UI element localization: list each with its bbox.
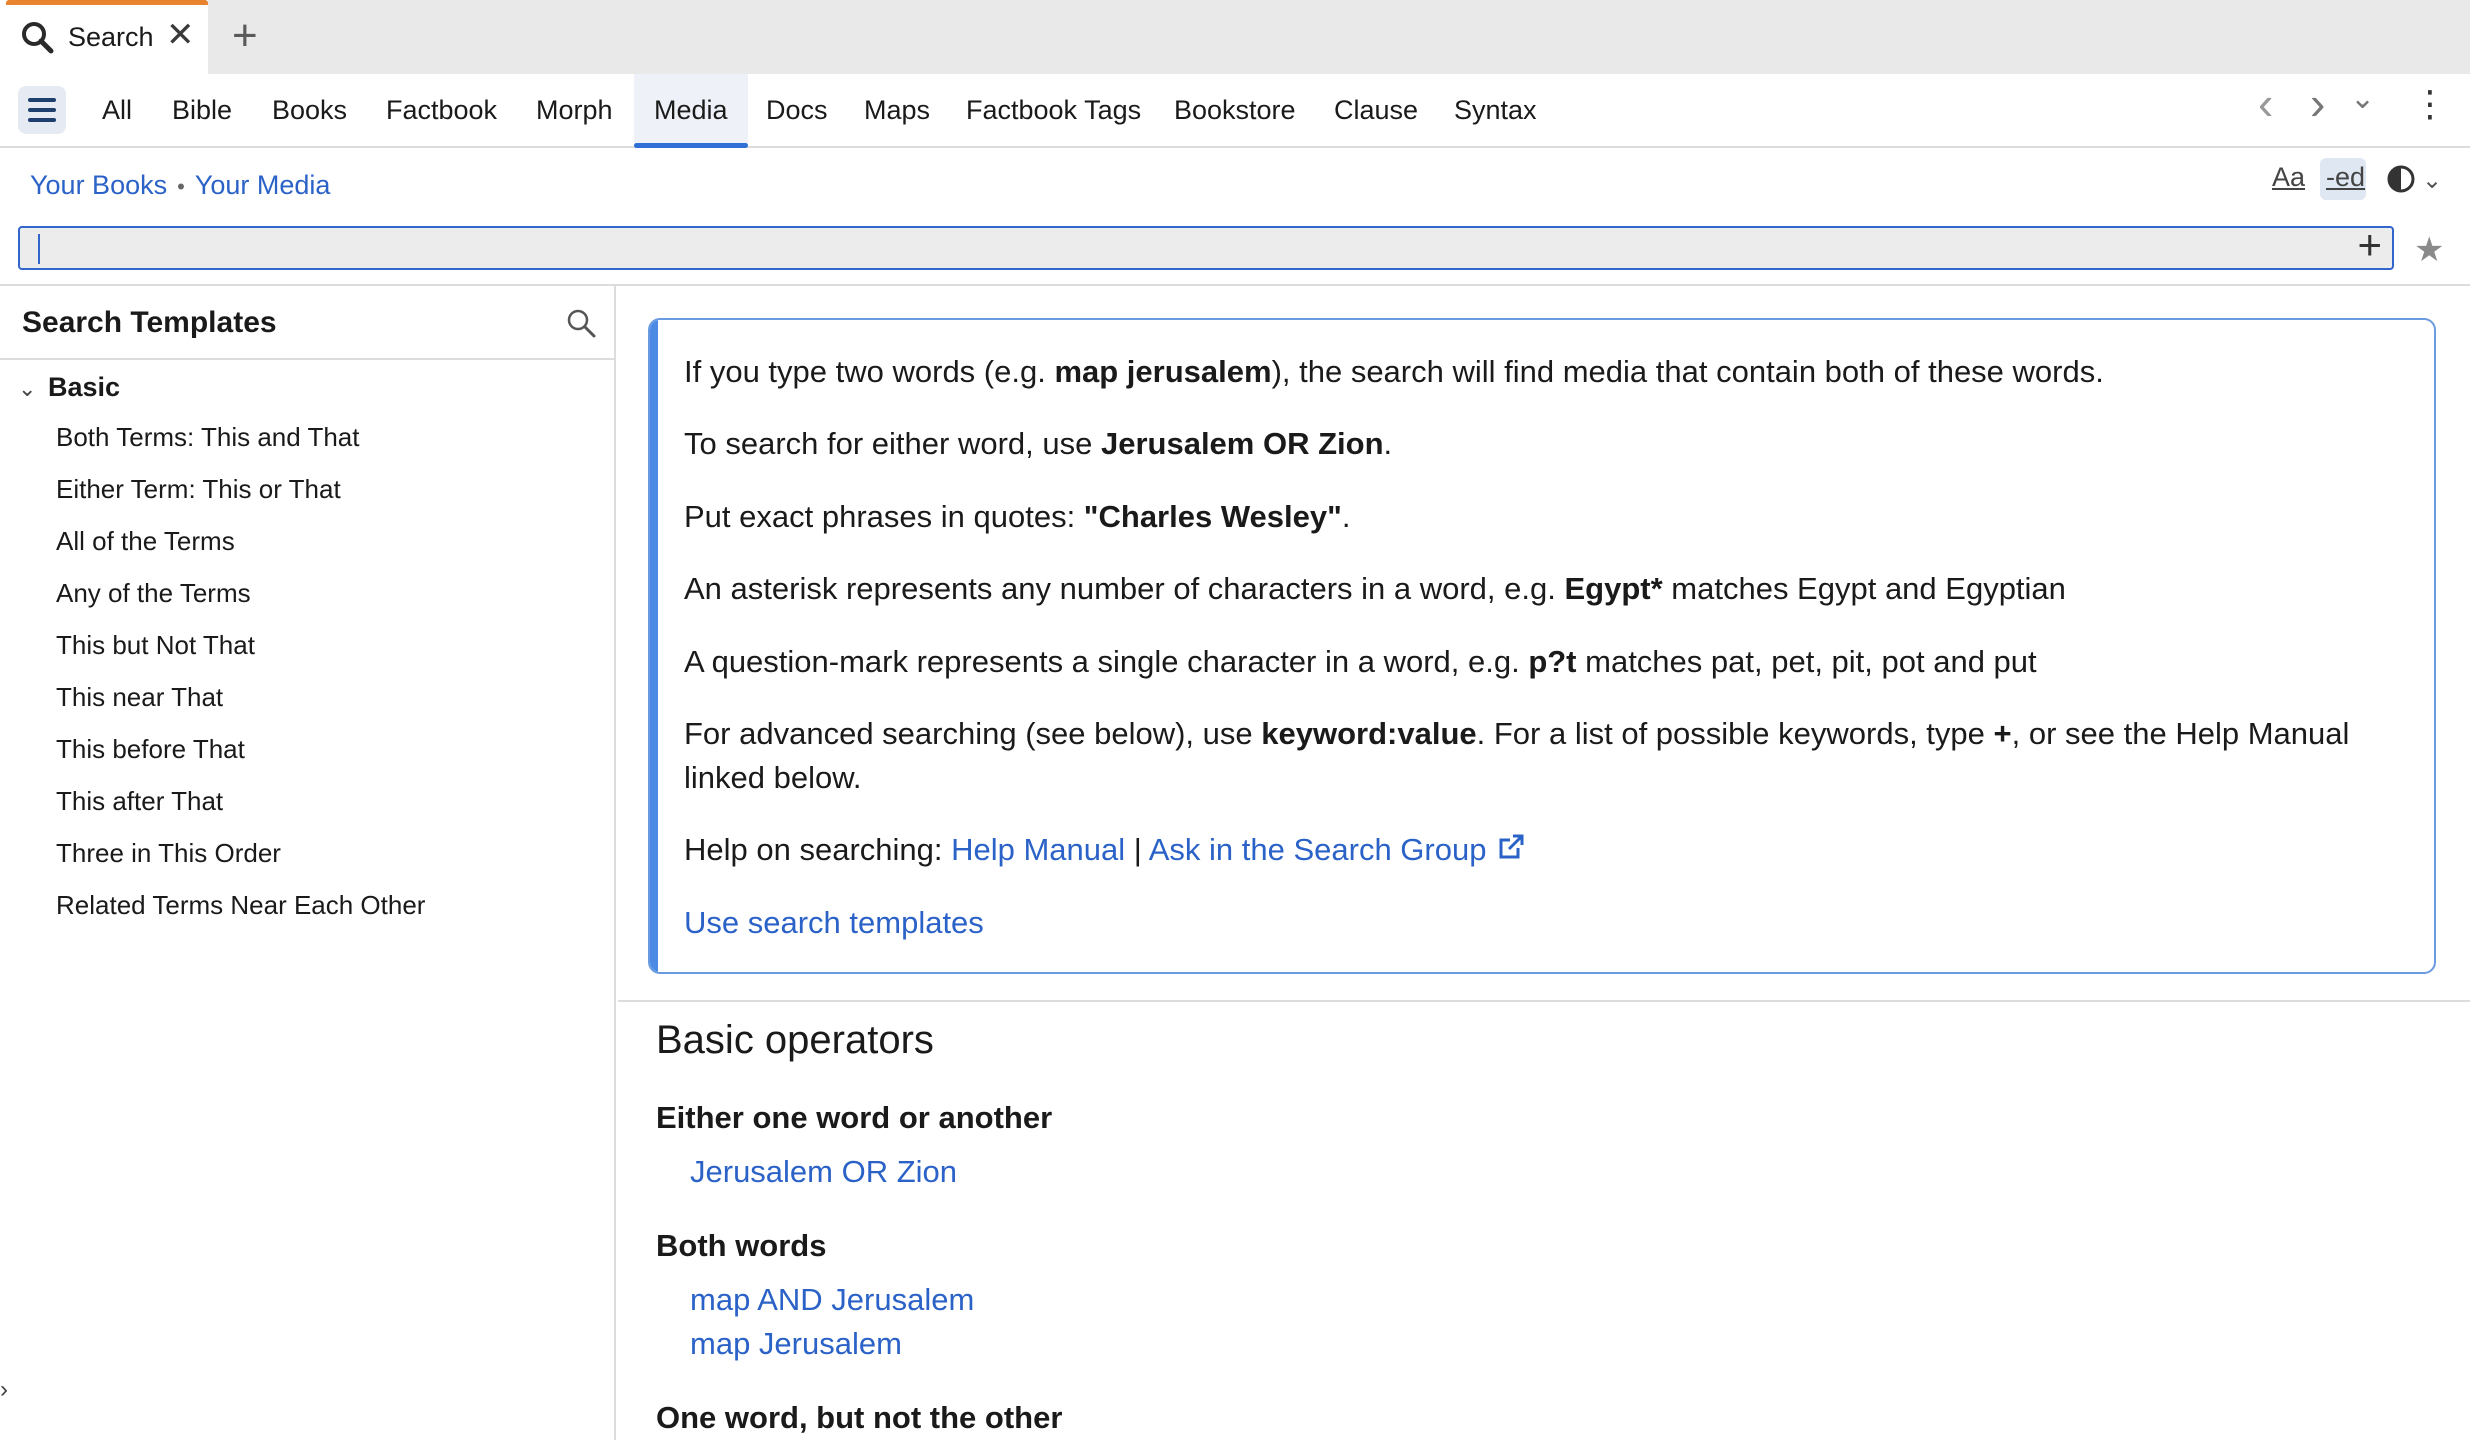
- operator-heading: One word, but not the other: [656, 1400, 1063, 1435]
- main-divider: [618, 1000, 2470, 1002]
- template-group-label: Basic: [48, 372, 121, 402]
- chevron-down-icon: ⌄: [18, 376, 37, 401]
- tab-label: Search: [68, 22, 154, 52]
- tab-active-indicator: [6, 0, 208, 5]
- search-bar: [18, 221, 2394, 270]
- tab-maps[interactable]: Maps: [864, 94, 931, 125]
- template-item[interactable]: Either Term: This or That: [56, 474, 341, 504]
- template-item[interactable]: Both Terms: This and That: [56, 422, 360, 452]
- basic-operators-title: Basic operators: [656, 1018, 934, 1062]
- search-input[interactable]: [26, 230, 2326, 266]
- tab-syntax[interactable]: Syntax: [1454, 94, 1537, 125]
- text-caret: [38, 234, 40, 264]
- help-two-words: If you type two words (e.g. map jerusalem), the search will find media that contain both of these words.: [684, 354, 2104, 389]
- template-item[interactable]: Three in This Order: [56, 838, 281, 868]
- search-group-link[interactable]: Ask in the Search Group: [1148, 832, 1487, 867]
- template-item[interactable]: Related Terms Near Each Other: [56, 890, 426, 920]
- sidebar-title: Search Templates: [22, 306, 277, 339]
- operator-example-link[interactable]: map AND Jerusalem: [690, 1282, 975, 1317]
- expand-panel-icon[interactable]: ›: [0, 1376, 8, 1403]
- help-exact-phrase: Put exact phrases in quotes: "Charles Wesley".: [684, 499, 1351, 534]
- template-item[interactable]: This after That: [56, 786, 224, 816]
- tab-strip: [0, 0, 2470, 74]
- operator-example-link[interactable]: map Jerusalem: [690, 1326, 902, 1361]
- tab-docs[interactable]: Docs: [766, 94, 828, 125]
- template-item[interactable]: All of the Terms: [56, 526, 235, 556]
- template-item[interactable]: This before That: [56, 734, 245, 764]
- search-templates-sidebar: [0, 286, 616, 1440]
- tab-media[interactable]: Media: [634, 74, 748, 146]
- tab-factbook[interactable]: Factbook: [386, 94, 498, 125]
- help-advanced: For advanced searching (see below), use keyword:value. For a list of possible keywords, type +, or see the Help Manual linked below.: [684, 716, 2350, 795]
- help-question-mark: A question-mark represents a single character in a word, e.g. p?t matches pat, pet, pit, pot and put: [684, 644, 2037, 679]
- external-link-icon[interactable]: [1496, 830, 1526, 874]
- template-group-basic[interactable]: [18, 372, 120, 403]
- breadcrumb-your-books[interactable]: Your Books: [30, 170, 168, 200]
- forward-icon[interactable]: ›: [2310, 77, 2326, 129]
- template-item[interactable]: This but Not That: [56, 630, 255, 660]
- sidebar-divider: [0, 358, 614, 360]
- more-options-icon[interactable]: ⋮: [2412, 83, 2448, 124]
- close-icon[interactable]: ✕: [166, 16, 195, 54]
- menu-icon[interactable]: [18, 86, 66, 134]
- help-manual-link[interactable]: Help Manual: [951, 832, 1126, 867]
- search-icon: [20, 20, 54, 59]
- tab-bookstore[interactable]: Bookstore: [1174, 94, 1296, 125]
- use-search-templates-link[interactable]: Use search templates: [684, 905, 984, 940]
- category-nav: [0, 74, 2470, 148]
- font-size-button[interactable]: Aa: [2272, 162, 2306, 192]
- tab-all[interactable]: All: [102, 94, 133, 125]
- tab-bible[interactable]: Bible: [172, 94, 233, 125]
- display-options-chevron-icon[interactable]: ⌄: [2422, 167, 2443, 194]
- operator-heading: Either one word or another: [656, 1100, 1053, 1135]
- search-icon[interactable]: [566, 308, 596, 343]
- add-keyword-button[interactable]: +: [2357, 221, 2382, 268]
- template-item[interactable]: Any of the Terms: [56, 578, 251, 608]
- breadcrumb-separator: •: [177, 174, 185, 199]
- help-links: Help on searching: Help Manual | Ask in the Search Group: [684, 828, 2404, 874]
- ed-toggle-button[interactable]: -ed: [2326, 162, 2366, 192]
- tab-books[interactable]: Books: [272, 94, 348, 125]
- contrast-icon[interactable]: [2386, 164, 2416, 199]
- search-help-panel: [648, 318, 2436, 974]
- history-dropdown-icon[interactable]: ⌄: [2350, 82, 2376, 115]
- help-either-word: To search for either word, use Jerusalem OR Zion.: [684, 426, 1393, 461]
- breadcrumb-your-media[interactable]: Your Media: [194, 170, 331, 200]
- new-tab-button[interactable]: +: [232, 11, 258, 60]
- tab-factbook-tags[interactable]: Factbook Tags: [966, 94, 1142, 125]
- template-item[interactable]: This near That: [56, 682, 224, 712]
- operator-example-link[interactable]: Jerusalem OR Zion: [690, 1154, 958, 1189]
- star-icon[interactable]: ★: [2414, 231, 2445, 269]
- help-asterisk: An asterisk represents any number of characters in a word, e.g. Egypt* matches Egypt and Egyptian: [684, 571, 2066, 606]
- tab-search[interactable]: [0, 0, 208, 74]
- back-icon[interactable]: ‹: [2258, 77, 2274, 129]
- breadcrumb: [30, 170, 330, 201]
- operator-heading: Both words: [656, 1228, 827, 1263]
- tab-clause[interactable]: Clause: [1334, 94, 1419, 125]
- tab-morph[interactable]: Morph: [536, 94, 613, 125]
